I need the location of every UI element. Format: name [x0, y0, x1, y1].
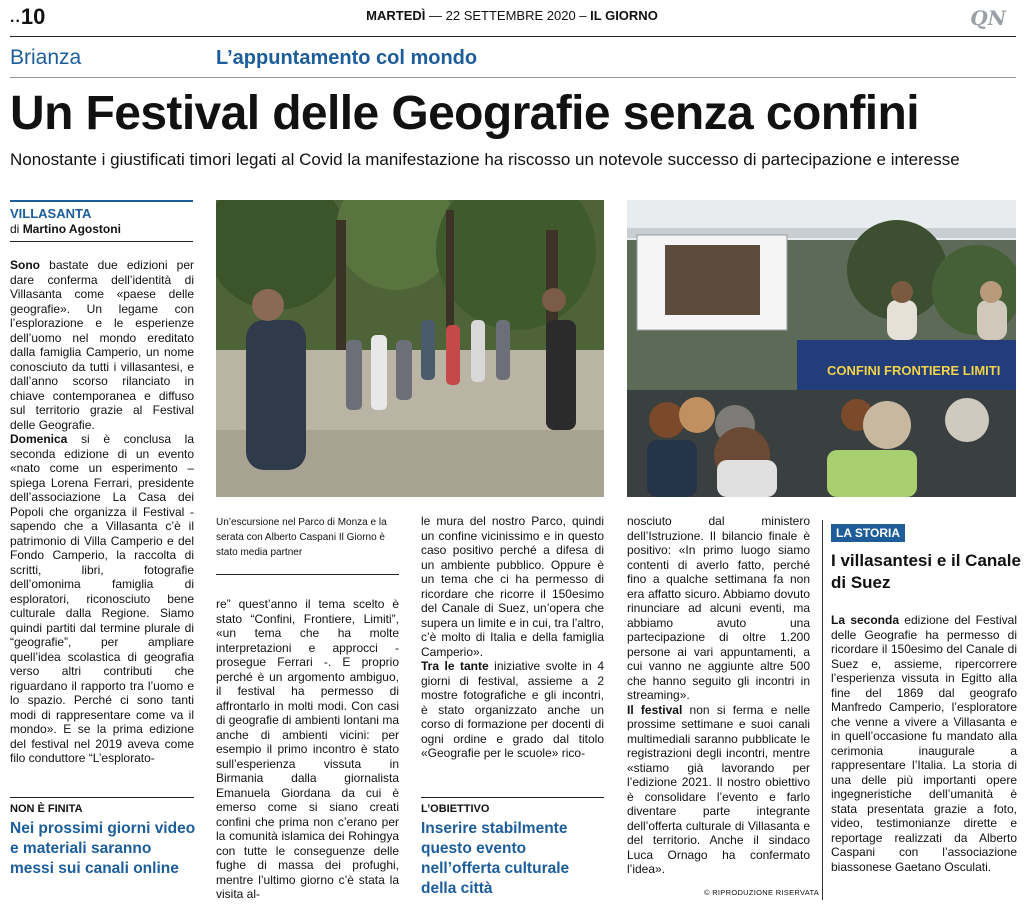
article-column-3 [421, 514, 604, 761]
story-tag: LA STORIA [831, 524, 905, 542]
photo-park-excursion [216, 200, 604, 497]
paragraph-body: si è conclusa la seconda edizione di un evento «nato come un esperimento – spiega Lorena Ferrari, presidente dell’associazione La Casa dei Popoli che organizza il Festival - sapendo che a Villasanta c’è il patrimonio di Villa Camperio e del Fondo Camperio, la raccolta di scritti, libri, fotografie dell’omonima famiglia di esploratori, riconosciuto bene culturale dalla Regione. Siamo quindi partiti dal termine plurale di “geografie”, per ampliare quell’idea scolastica di geografia verso altri contributi che riguardano il rapporto tra l’uomo e lo spazio. Perché ci sono tanti modi di rappresentare come va il mondo». E se la prima edizione del festival nel 2019 aveva come filo conduttore “L’esplorato- [10, 432, 194, 765]
paragraph: nosciuto dal ministero dell’Istruzione. Il bilancio finale è positivo: «In primo luogo siamo contenti di averlo fatto, perché fino a qualche settimana fa non era affatto sicuro. Abbiamo dovuto rinunciare ad alcuni eventi, ma abbiamo avuto una partecipazione di oltre 1.200 persone ai vari appuntamenti, a cui vanno ne aggiunte altre 500 che hanno seguito gli incontri in streaming». [627, 514, 810, 702]
story-title: I villasantesi e il Canale di Suez [831, 551, 1021, 592]
paragraph-lead: Sono [10, 258, 40, 272]
paragraph: le mura del nostro Parco, quindi un confine vicinissimo e in questo caso positivo perché a difesa di un ambiente pubblico. Oppure è un tema che ci ha permesso di ricordare che ricorre il 150esimo del Canale di Suez, un’opera che supera un limite e in cui, tra l’altro, c’è molto di Italia e della famiglia Camperio». [421, 514, 604, 659]
byline-bottom-rule [10, 241, 193, 242]
box1-label: NON È FINITA [10, 803, 83, 815]
section-rule [10, 77, 1016, 78]
box2-label: L’OBIETTIVO [421, 803, 490, 815]
kicker: L’appuntamento col mondo [216, 47, 478, 69]
byline [10, 222, 121, 236]
page-number-value: 10 [20, 4, 46, 29]
paragraph [10, 258, 194, 432]
byline-rule [10, 200, 193, 202]
headline: Un Festival delle Geografie senza confini [10, 87, 919, 140]
folio-day: MARTEDÌ [366, 8, 426, 23]
story-body: edizione del Festival delle Geografie ha permesso di ricordare il 150esimo del Canale di Suez e, assieme, ripercorrere l’esperienza vissuta in Egitto alla fine del 1869 dal geografo Manfredo Camperio, l’esploratore che venne a vivere a Villasanta e in quell’occasione fu mandato alla cerimonia inaugurale a rappresentare l’Italia. La storia di una delle più importanti opere ingegneristiche dell’umanità è stata presentata grazie a foto, video, testimonianze dirette e reportage realizzati da Alberto Caspani con l’associazione biassonese Gaetano Osculati. [831, 613, 1017, 874]
paragraph-body: iniziative svolte in 4 giorni di festival, assieme a 2 mostre fotografiche e gli incontri, è stato organizzato anche un corso di formazione per docenti di ogni ordine e grado dal titolo «Geografie per le scuole» rico- [421, 659, 605, 760]
story-lead: La seconda [831, 613, 899, 627]
paragraph [10, 432, 194, 766]
photo-evening-talk [627, 200, 1016, 497]
photo-caption: Un’escursione nel Parco di Monza e la serata con Alberto Caspani Il Giorno è stato media partner [216, 517, 387, 558]
copyright-notice: © RIPRODUZIONE RISERVATA [704, 888, 820, 897]
box2-title: Inserire stabilmente questo evento nell’offerta culturale della città [421, 820, 570, 897]
section-label: Brianza [10, 46, 82, 69]
folio-newspaper: IL GIORNO [590, 8, 658, 23]
box1-title: Nei prossimi giorni video e materiali saranno messi sui canali online [10, 820, 196, 877]
dateline-place: VILLASANTA [10, 206, 92, 221]
paragraph-body: non si ferma e nelle prossime settimane e suoi canali multimediali saranno pubblicate le registrazioni degli incontri, mentre «stiamo già lavorando per l’edizione 2021. Il nostro obiettivo è consolidare l’evento e farlo diventare parte integrante dell’offerta culturale di Villasanta e del territorio. Anche il sindaco Luca Ornago ha confermato l’idea». [627, 702, 811, 876]
article-column-1 [10, 258, 194, 766]
story-divider [822, 520, 823, 900]
paragraph [627, 703, 810, 877]
paragraph-lead: Domenica [10, 432, 68, 446]
article-column-4 [627, 514, 810, 877]
folio [0, 8, 1024, 23]
paragraph-lead: Il festival [627, 702, 683, 717]
folio-date: — 22 SETTEMBRE 2020 – [429, 8, 587, 23]
banner-text: CONFINI FRONTIERE LIMITI [827, 363, 1001, 378]
caption-rule [216, 574, 399, 575]
paragraph [421, 659, 604, 761]
qn-logo: QN [970, 6, 1006, 30]
photo-park-excursion-image [216, 200, 604, 497]
paragraph: re” quest’anno il tema scelto è stato “Confini, Frontiere, Limiti”, «un tema che ha molte interpretazioni e approcci - prosegue Ferrari -. E proprio perché è un argomento ambiguo, il festival ha permesso di affrontarlo in molti modi. Con casi di geografie di ambienti lontani ma anche di ambienti vicini: per esempio il primo incontro è stato sull’esperienza vissuta in Birmania dalla giornalista Emanuela Giordana da cui è emerso come si siano creati confini che prima non c’erano per la comunità islamica dei Rohingya con tutte le conseguenze delle fughe di massa dei profughi, mentre l’ultimo giorno c’è stata la visita al- [216, 597, 399, 901]
story-text [831, 613, 1017, 874]
photo-evening-talk-image [627, 200, 1016, 497]
top-rule [10, 36, 1016, 37]
author-name: Martino Agostoni [22, 222, 121, 236]
paragraph-lead: Tra le tante [421, 659, 489, 673]
paragraph-body: bastate due edizioni per dare conferma dell’identità di Villasanta come «paese delle geografie». Un legame con l’esplorazione e le esperienze dell’uomo nel mondo ereditato dalla famiglia Camperio, un nome conosciuto da tutti i villasantesi, e dall’anno scorso rilanciato in chiave contemporanea e diffuso sul territorio grazie al Festival delle Geografie. [10, 258, 194, 432]
byline-prefix: di [10, 222, 20, 236]
box1-rule [10, 797, 194, 798]
page-number-dots: .. [10, 9, 21, 27]
box2-rule [421, 797, 604, 798]
article-column-2 [216, 597, 399, 902]
subheadline: Nonostante i giustificati timori legati al Covid la manifestazione ha riscosso un notevole successo di partecipazione e interesse [10, 150, 960, 169]
